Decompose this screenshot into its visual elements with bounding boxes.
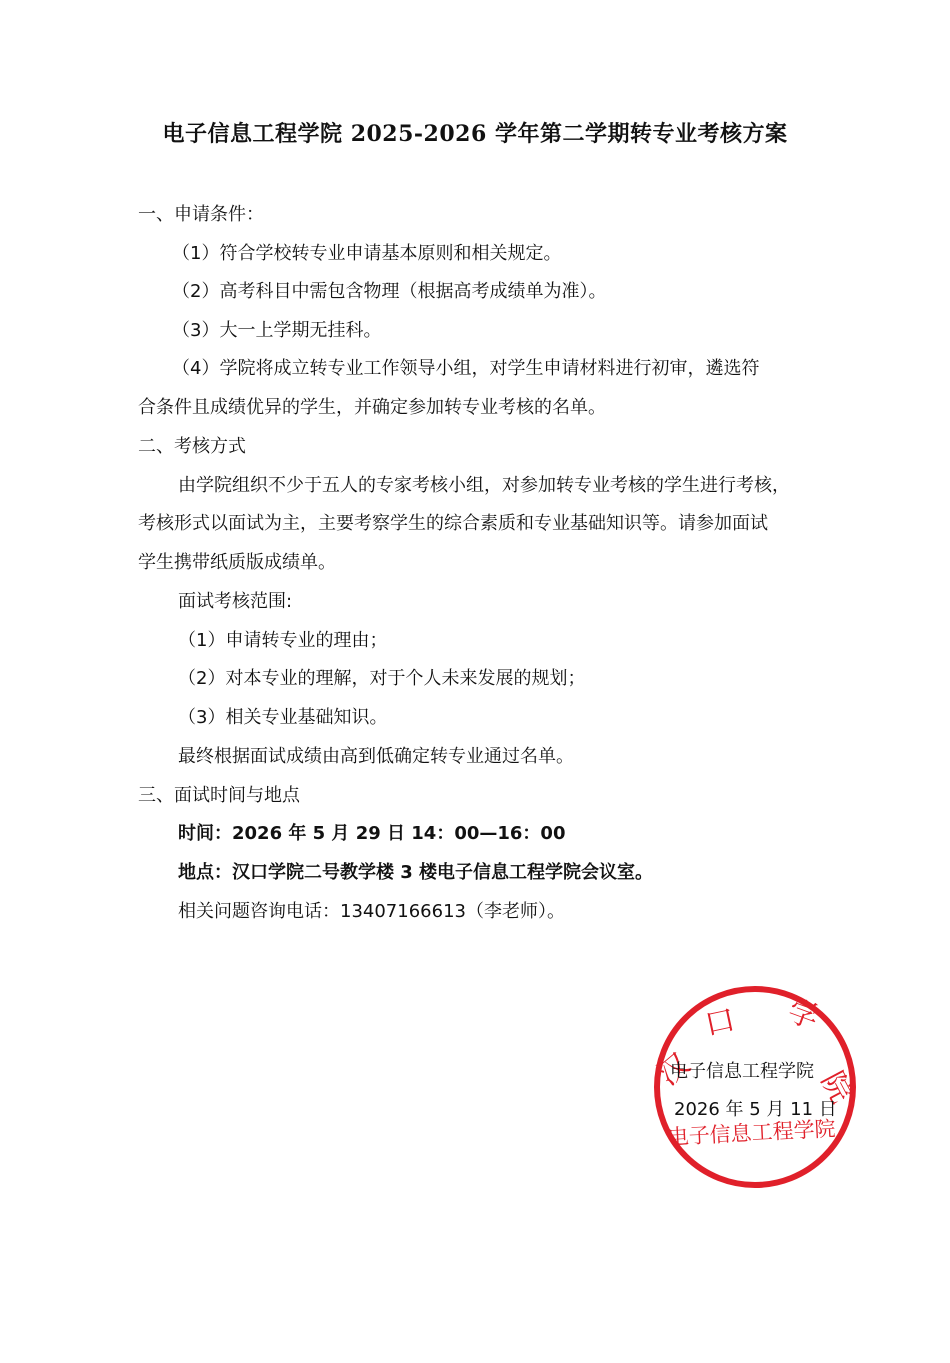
scope-heading: 面试考核范围: [178,591,293,612]
final-selection-note: 最终根据面试成绩由高到低确定转专业通过名单。 [178,746,574,767]
contact-phone: 相关问题咨询电话：13407166613（李老师）。 [178,901,565,922]
scope-item-2: （2）对本专业的理解，对于个人未来发展的规划； [178,668,586,689]
interview-time: 时间：2026 年 5 月 29 日 14：00—16：00 [178,823,566,844]
method-paragraph-line-2: 考核形式以面试为主，主要考察学生的综合素质和专业基础知识等。请参加面试 [138,513,768,534]
condition-item-4-continued: 合条件且成绩优异的学生，并确定参加转专业考核的名单。 [138,397,606,418]
interview-location: 地点：汉口学院二号教学楼 3 楼电子信息工程学院会议室。 [178,862,654,883]
document-title: 电子信息工程学院 2025-2026 学年第二学期转专业考核方案 [162,121,788,147]
signature-org: 电子信息工程学院 [670,1061,814,1082]
section-1-heading: 一、申请条件： [138,204,264,225]
seal-arc-char: 汉 [651,1046,697,1093]
condition-item-2: （2）高考科目中需包含物理（根据高考成绩单为准）。 [172,281,607,302]
condition-item-3: （3）大一上学期无挂科。 [172,320,382,341]
condition-item-1: （1）符合学校转专业申请基本原则和相关规定。 [172,243,562,264]
seal-arc-char: 口 [701,1002,739,1043]
scope-item-3: （3）相关专业基础知识。 [178,707,388,728]
method-paragraph-line-3: 学生携带纸质版成绩单。 [138,552,336,573]
seal-inner-text: 电子信息工程学院 [667,1116,837,1150]
seal-arc-char: 学 [783,993,824,1037]
official-seal [650,982,860,1192]
section-2-heading: 二、考核方式 [138,436,246,457]
method-paragraph-line-1: 由学院组织不少于五人的专家考核小组，对参加转专业考核的学生进行考核， [178,475,790,496]
scope-item-1: （1）申请转专业的理由； [178,630,388,651]
condition-item-4: （4）学院将成立转专业工作领导小组，对学生申请材料进行初审，遴选符 [172,358,760,379]
section-3-heading: 三、面试时间与地点 [138,785,300,806]
signature-date: 2026 年 5 月 11 日 [674,1099,837,1120]
seal-arc-char: 院 [813,1066,859,1109]
